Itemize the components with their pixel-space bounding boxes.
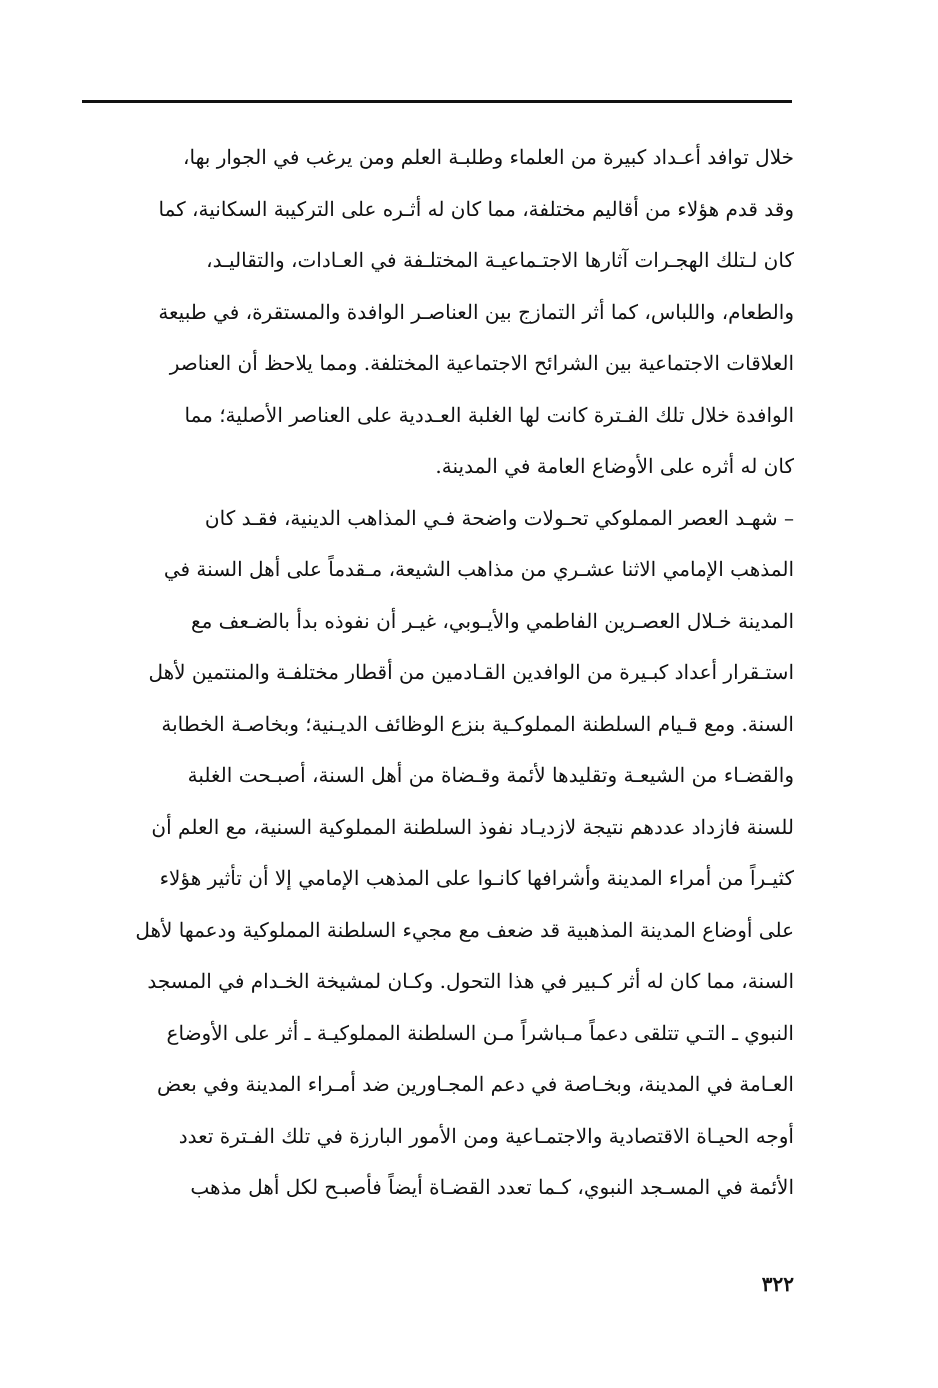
text-line: الوافدة خلال تلك الفـترة كانت لها الغلبة العـددية على العناصر الأصلية؛ مما bbox=[184, 402, 794, 427]
text-line: للسنة فازداد عددهم نتيجة لازديـاد نفوذ السلطنة المملوكية السنية، مع العلم أن bbox=[151, 814, 794, 839]
text-line: – شهـد العصر المملوكي تحـولات واضحة فـي المذاهب الدينية، فقـد كان bbox=[204, 505, 794, 530]
text-line: المذهب الإمامي الاثنا عشـري من مذاهب الشيعة، مـقدماً على أهل السنة في bbox=[163, 557, 794, 581]
text-line: أوجه الحيـاة الاقتصادية والاجتمـاعية ومن الأمور البارزة في تلك الفـترة تعدد bbox=[178, 1123, 794, 1148]
text-line: النبوي ـ التـي تتلقى دعماً مـباشراً مـن السلطنة المملوكيـة ـ أثر على الأوضاع bbox=[166, 1020, 794, 1045]
text-line: كان لـتلك الهجـرات آثارها الاجتـماعيـة المختلـفة في العـادات، والتقاليـد، bbox=[206, 248, 794, 272]
text-line: العـامة في المدينة، وبخـاصة في دعم المجـاورين ضد أمـراء المدينة وفي بعض bbox=[157, 1072, 794, 1096]
text-line: على أوضاع المدينة المذهبية قد ضعف مع مجيء السلطنة المملوكية ودعمها لأهل bbox=[135, 917, 794, 942]
text-line: والقضـاء من الشيعـة وتقليدها لأئمة وقـضاة من أهل السنة، أصبـحت الغلبة bbox=[187, 763, 794, 787]
text-line: والطعام، واللباس، كما أثر التمازج بين العناصـر الوافدة والمستقرة، في طبيعة bbox=[158, 299, 794, 324]
text-line: كان له أثره على الأوضاع العامة في المدينة. bbox=[435, 454, 794, 478]
body-text bbox=[82, 132, 794, 1214]
text-line: خلال توافد أعـداد كبيرة من العلماء وطلبـة العلم ومن يرغب في الجوار بها، bbox=[183, 145, 794, 169]
header-rule bbox=[82, 100, 792, 103]
text-line: الأئمة في المسـجد النبوي، كـما تعدد القضـاة أيضاً فأصبـح لكل أهل مذهب bbox=[190, 1175, 794, 1199]
text-line: السنة، مما كان له أثر كـبير في هذا التحول. وكـان لمشيخة الخـدام في المسجد bbox=[147, 969, 794, 993]
page-number: ٣٢٢ bbox=[761, 1272, 794, 1296]
text-line: السنة. ومع قـيام السلطنة المملوكـية بنزع الوظائف الديـنية؛ وبخاصـة الخطابة bbox=[161, 711, 794, 736]
text-line: المدينة خـلال العصـرين الفاطمي والأيـوبي، غيـر أن نفوذه بدأ بالضـعف مع bbox=[190, 608, 794, 633]
text-line: العلاقات الاجتماعية بين الشرائح الاجتماعية المختلفة. ومما يلاحظ أن العناصر bbox=[169, 351, 794, 375]
text-line: وقد قدم هؤلاء من أقاليم مختلفة، مما كان له أثـره على التركيبة السكانية، كما bbox=[158, 196, 794, 221]
text-line: استـقرار أعداد كبـيرة من الوافدين القـادمين من أقطار مختلفـة والمنتمين لأهل bbox=[148, 660, 794, 684]
text-line: كثيـراً من أمراء المدينة وأشرافها كانـوا على المذهب الإمامي إلا أن تأثير هؤلاء bbox=[159, 866, 794, 890]
